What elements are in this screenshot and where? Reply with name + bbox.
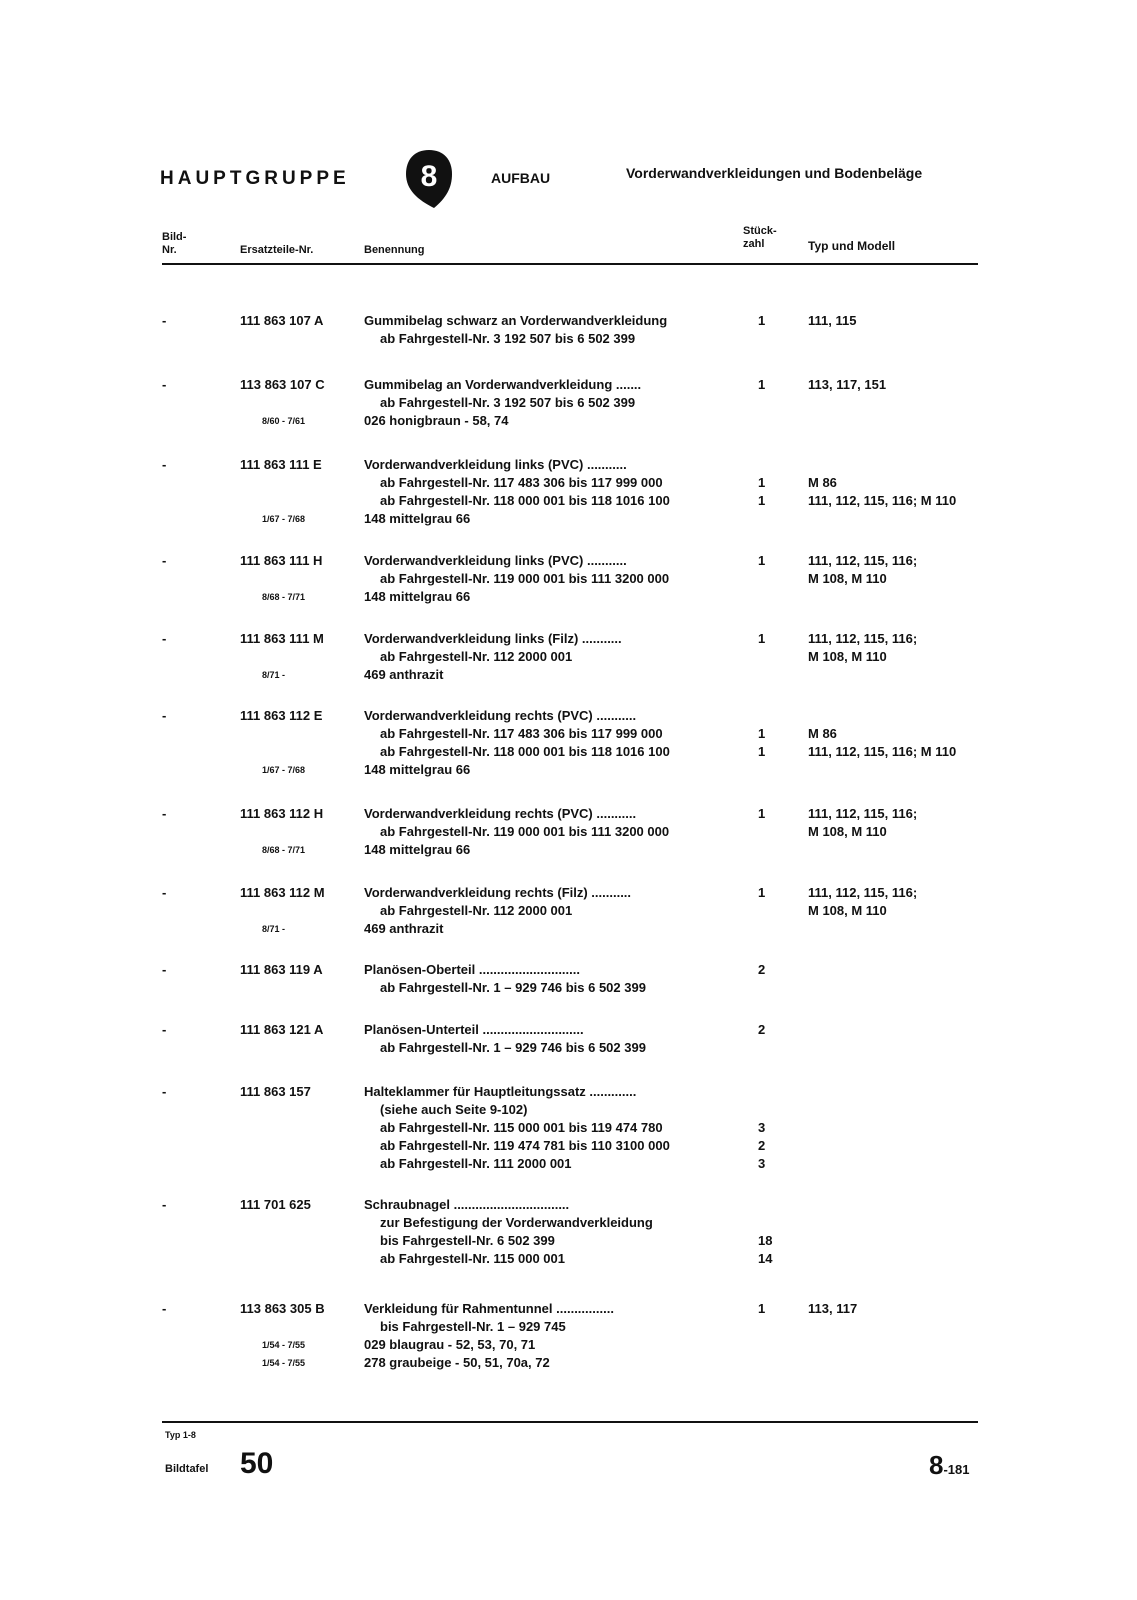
part-description-line: 148 mittelgrau 66 [364, 762, 471, 777]
type-model: 111, 112, 115, 116; M 110 [808, 493, 957, 508]
part-number: 111 863 157 [240, 1084, 311, 1099]
quantity: 1 [758, 1301, 766, 1316]
type-model: 113, 117 [808, 1301, 858, 1316]
part-number: 113 863 305 B [240, 1301, 325, 1316]
part-description-line: 278 graubeige - 50, 51, 70a, 72 [364, 1355, 550, 1370]
type-model: 111, 115 [808, 313, 857, 328]
quantity: 2 [758, 1022, 766, 1037]
bild-nr: - [162, 1301, 167, 1316]
footer-typ: Typ 1-8 [165, 1430, 196, 1440]
part-description-line: ab Fahrgestell-Nr. 1 – 929 746 bis 6 502 399 [380, 1040, 646, 1055]
col-stueckzahl-line1: Stück- [743, 225, 777, 237]
type-model: 111, 112, 115, 116; [808, 806, 918, 821]
quantity: 1 [758, 726, 766, 741]
type-model: M 86 [808, 475, 837, 490]
part-number: 111 863 107 A [240, 313, 324, 328]
part-description-line: 148 mittelgrau 66 [364, 511, 471, 526]
part-description-line: Planösen-Unterteil ............................ [364, 1022, 584, 1037]
quantity: 2 [758, 962, 766, 977]
type-model: M 108, M 110 [808, 571, 887, 586]
bild-nr: - [162, 885, 167, 900]
quantity: 1 [758, 377, 766, 392]
part-description-line: Verkleidung für Rahmentunnel ................ [364, 1301, 614, 1316]
part-number: 113 863 107 C [240, 377, 325, 392]
part-description-line: zur Befestigung der Vorderwandverkleidung [380, 1215, 653, 1230]
production-period: 8/71 - [262, 924, 286, 934]
footer-bildtafel-label: Bildtafel [165, 1463, 209, 1475]
part-description-line: Vorderwandverkleidung links (PVC) ........... [364, 457, 627, 472]
part-number: 111 863 112 H [240, 806, 324, 821]
part-number: 111 701 625 [240, 1197, 311, 1212]
type-model: 111, 112, 115, 116; [808, 553, 918, 568]
bild-nr: - [162, 962, 167, 977]
quantity: 3 [758, 1120, 766, 1135]
col-ersatzteil-nr: Ersatzteile-Nr. [240, 244, 314, 256]
bild-nr: - [162, 1197, 167, 1212]
part-description-line: ab Fahrgestell-Nr. 117 483 306 bis 117 999 000 [380, 726, 663, 741]
bild-nr: - [162, 1084, 167, 1099]
page-number [929, 1450, 970, 1481]
part-description-line: 148 mittelgrau 66 [364, 589, 471, 604]
production-period: 8/68 - 7/71 [262, 592, 306, 602]
quantity: 1 [758, 493, 766, 508]
group-badge-shape [404, 148, 454, 210]
part-description-line: ab Fahrgestell-Nr. 111 2000 001 [380, 1156, 572, 1171]
part-description-line: ab Fahrgestell-Nr. 3 192 507 bis 6 502 399 [380, 331, 636, 346]
production-period: 8/71 - [262, 670, 286, 680]
quantity: 3 [758, 1156, 766, 1171]
production-period: 1/67 - 7/68 [262, 765, 306, 775]
part-description-line: bis Fahrgestell-Nr. 1 – 929 745 [380, 1319, 566, 1334]
type-model: 113, 117, 151 [808, 377, 887, 392]
production-period: 1/67 - 7/68 [262, 514, 306, 524]
quantity: 1 [758, 475, 766, 490]
part-description-line: ab Fahrgestell-Nr. 1 – 929 746 bis 6 502 399 [380, 980, 646, 995]
header-divider [162, 263, 978, 265]
type-model: M 108, M 110 [808, 903, 887, 918]
footer-bildtafel-number: 50 [240, 1447, 274, 1480]
bild-nr: - [162, 1022, 167, 1037]
bild-nr: - [162, 457, 167, 472]
part-number: 111 863 112 M [240, 885, 325, 900]
part-number: 111 863 119 A [240, 962, 323, 977]
production-period: 1/54 - 7/55 [262, 1358, 306, 1368]
production-period: 8/60 - 7/61 [262, 416, 306, 426]
quantity: 1 [758, 806, 766, 821]
quantity: 2 [758, 1138, 766, 1153]
bild-nr: - [162, 806, 167, 821]
production-period: 1/54 - 7/55 [262, 1340, 306, 1350]
part-description-line: ab Fahrgestell-Nr. 3 192 507 bis 6 502 399 [380, 395, 636, 410]
part-description-line: Gummibelag an Vorderwandverkleidung ....... [364, 377, 642, 392]
part-description-line: ab Fahrgestell-Nr. 118 000 001 bis 118 1016 100 [380, 493, 670, 508]
bild-nr: - [162, 313, 167, 328]
page-number-sub: -181 [943, 1462, 970, 1477]
quantity: 18 [758, 1233, 773, 1248]
type-model: M 108, M 110 [808, 824, 887, 839]
quantity: 1 [758, 313, 766, 328]
part-description-line: ab Fahrgestell-Nr. 115 000 001 bis 119 474 780 [380, 1120, 663, 1135]
group-name: AUFBAU [491, 170, 551, 186]
footer-divider [162, 1421, 978, 1423]
part-description-line: Gummibelag schwarz an Vorderwandverkleidung [364, 313, 668, 328]
quantity: 1 [758, 553, 766, 568]
bild-nr: - [162, 708, 167, 723]
quantity: 1 [758, 744, 766, 759]
type-model: 111, 112, 115, 116; [808, 631, 918, 646]
part-description-line: Vorderwandverkleidung links (Filz) ........... [364, 631, 622, 646]
quantity: 1 [758, 885, 766, 900]
bild-nr: - [162, 377, 167, 392]
part-description-line: 469 anthrazit [364, 667, 444, 682]
part-description-line: ab Fahrgestell-Nr. 118 000 001 bis 118 1016 100 [380, 744, 670, 759]
part-number: 111 863 111 E [240, 457, 322, 472]
type-model: M 108, M 110 [808, 649, 887, 664]
col-bild-nr-line2: Nr. [162, 244, 177, 256]
part-description-line: 029 blaugrau - 52, 53, 70, 71 [364, 1337, 536, 1352]
part-description-line: 148 mittelgrau 66 [364, 842, 471, 857]
type-model: M 86 [808, 726, 837, 741]
col-typ-modell: Typ und Modell [808, 239, 896, 253]
part-description-line: Vorderwandverkleidung links (PVC) ........... [364, 553, 627, 568]
part-number: 111 863 111 H [240, 553, 323, 568]
hauptgruppe-label: HAUPTGRUPPE [160, 168, 350, 189]
part-description-line: Halteklammer für Hauptleitungssatz ............. [364, 1084, 637, 1099]
part-description-line: Planösen-Oberteil ............................ [364, 962, 580, 977]
page-title: Vorderwandverkleidungen und Bodenbeläge [626, 165, 923, 181]
col-bild-nr-line1: Bild- [162, 231, 187, 243]
part-description-line: ab Fahrgestell-Nr. 119 474 781 bis 110 3100 000 [380, 1138, 670, 1153]
part-description-line: Schraubnagel ................................ [364, 1197, 570, 1212]
page-number-main: 8 [929, 1450, 944, 1480]
part-description-line: ab Fahrgestell-Nr. 112 2000 001 [380, 903, 573, 918]
part-number: 111 863 121 A [240, 1022, 324, 1037]
production-period: 8/68 - 7/71 [262, 845, 306, 855]
col-bild-nr [162, 231, 186, 257]
quantity: 1 [758, 631, 766, 646]
bild-nr: - [162, 553, 167, 568]
part-description-line: ab Fahrgestell-Nr. 112 2000 001 [380, 649, 573, 664]
group-number: 8 [420, 160, 438, 193]
bild-nr: - [162, 631, 167, 646]
part-description-line: ab Fahrgestell-Nr. 119 000 001 bis 111 3200 000 [380, 571, 670, 586]
group-badge [404, 148, 454, 210]
part-description-line: ab Fahrgestell-Nr. 115 000 001 [380, 1251, 565, 1266]
col-stueckzahl-line2: zahl [743, 238, 765, 250]
part-description-line: ab Fahrgestell-Nr. 119 000 001 bis 111 3200 000 [380, 824, 670, 839]
type-model: 111, 112, 115, 116; [808, 885, 918, 900]
part-description-line: Vorderwandverkleidung rechts (Filz) ........... [364, 885, 632, 900]
quantity: 14 [758, 1251, 773, 1266]
col-stueckzahl [743, 225, 777, 251]
part-description-line: 026 honigbraun - 58, 74 [364, 413, 509, 428]
type-model: 111, 112, 115, 116; M 110 [808, 744, 957, 759]
part-description-line: 469 anthrazit [364, 921, 444, 936]
part-description-line: Vorderwandverkleidung rechts (PVC) ........... [364, 708, 637, 723]
part-description-line: (siehe auch Seite 9-102) [380, 1102, 528, 1117]
part-description-line: Vorderwandverkleidung rechts (PVC) ........... [364, 806, 637, 821]
col-benennung: Benennung [364, 244, 425, 256]
part-description-line: ab Fahrgestell-Nr. 117 483 306 bis 117 999 000 [380, 475, 663, 490]
part-description-line: bis Fahrgestell-Nr. 6 502 399 [380, 1233, 555, 1248]
part-number: 111 863 112 E [240, 708, 323, 723]
part-number: 111 863 111 M [240, 631, 324, 646]
